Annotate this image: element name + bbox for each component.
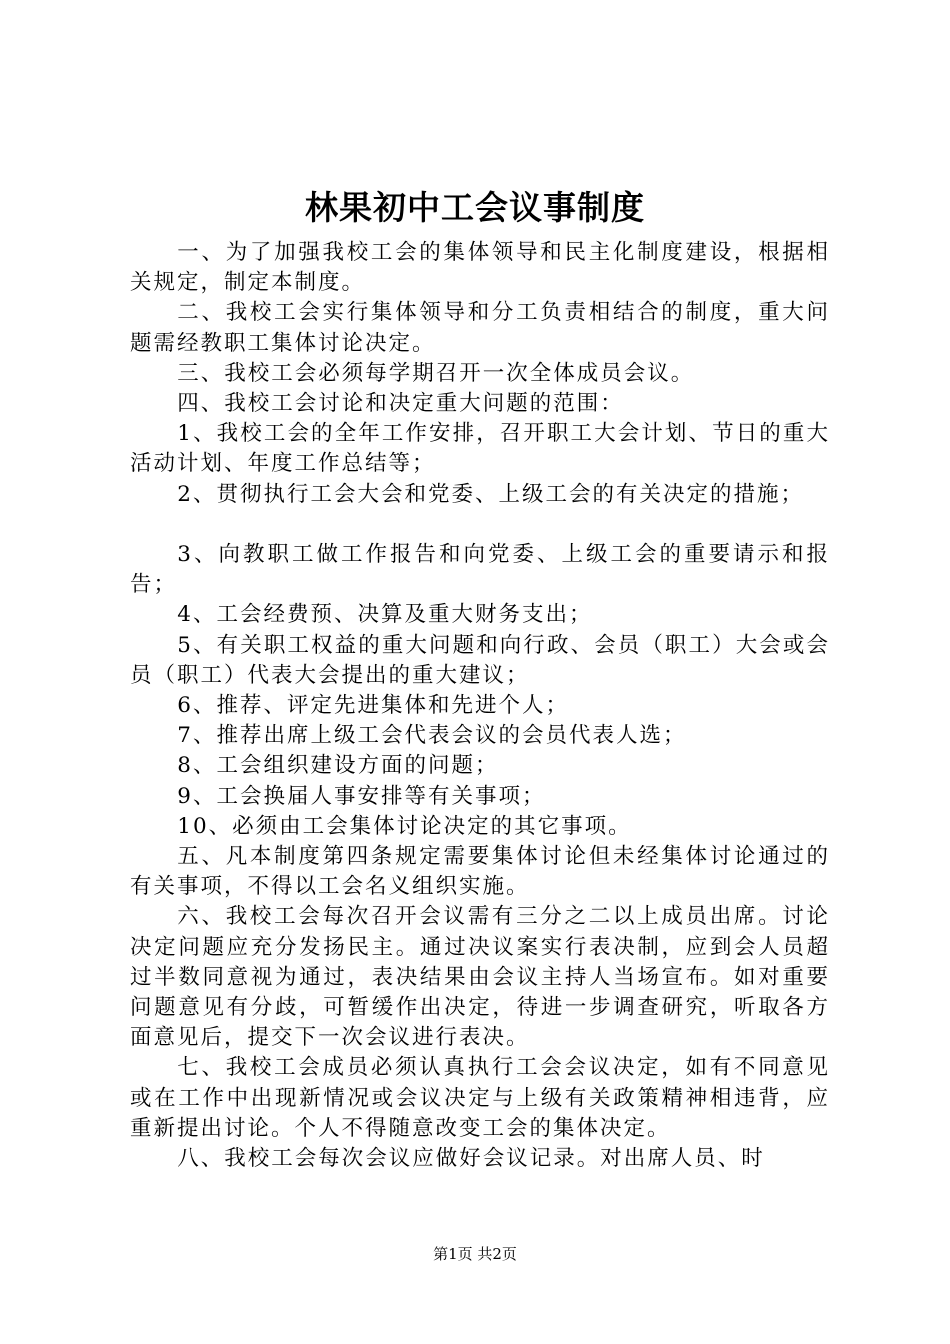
paragraph-7: 七、我校工会成员必须认真执行工会会议决定，如有不同意见或在工作中出现新情况或会议决定与上级有关政策精神相违背，应重新提出讨论。个人不得随意改变工会的集体决定。 bbox=[130, 1055, 830, 1141]
paragraph-5: 五、凡本制度第四条规定需要集体讨论但未经集体讨论通过的有关事项，不得以工会名义组织实施。 bbox=[130, 844, 830, 900]
paragraph-4: 四、我校工会讨论和决定重大问题的范围： bbox=[177, 391, 624, 417]
list-item-2: 2、贯彻执行工会大会和党委、上级工会的有关决定的措施； bbox=[177, 481, 804, 507]
page-footer: 第1页 共2页 bbox=[433, 1245, 517, 1263]
list-item-1: 1、我校工会的全年工作安排，召开职工大会计划、节日的重大活动计划、年度工作总结等； bbox=[130, 421, 830, 477]
document-body bbox=[130, 238, 830, 1174]
list-item-5: 5、有关职工权益的重大问题和向行政、会员（职工）大会或会员（职工）代表大会提出的重大建议； bbox=[130, 632, 830, 688]
paragraph-3: 三、我校工会必须每学期召开一次全体成员会议。 bbox=[177, 360, 695, 386]
list-item-3: 3、向教职工做工作报告和向党委、上级工会的重要请示和报告； bbox=[130, 542, 830, 598]
list-item-7: 7、推荐出席上级工会代表会议的会员代表人选； bbox=[177, 723, 687, 749]
list-item-9: 9、工会换届人事安排等有关事项； bbox=[177, 783, 546, 809]
paragraph-1: 一、为了加强我校工会的集体领导和民主化制度建设，根据相关规定，制定本制度。 bbox=[130, 240, 830, 296]
paragraph-8: 八、我校工会每次会议应做好会议记录。对出席人员、时 bbox=[177, 1146, 765, 1172]
paragraph-2: 二、我校工会实行集体领导和分工负责相结合的制度，重大问题需经教职工集体讨论决定。 bbox=[130, 300, 830, 356]
list-item-8: 8、工会组织建设方面的问题； bbox=[177, 753, 499, 779]
blank-line bbox=[130, 510, 830, 540]
list-item-10: 10、必须由工会集体讨论决定的其它事项。 bbox=[177, 813, 632, 839]
list-item-6: 6、推荐、评定先进集体和先进个人； bbox=[177, 693, 569, 719]
list-item-4: 4、工会经费预、决算及重大财务支出； bbox=[177, 602, 593, 628]
document-title: 林果初中工会议事制度 bbox=[305, 188, 645, 227]
paragraph-6: 六、我校工会每次召开会议需有三分之二以上成员出席。讨论决定问题应充分发扬民主。通过决议案实行表决制，应到会人员超过半数同意视为通过，表决结果由会议主持人当场宣布。如对重要问题意见有分歧，可暂缓作出决定，待进一步调查研究，听取各方面意见后，提交下一次会议进行表决。 bbox=[130, 904, 830, 1051]
